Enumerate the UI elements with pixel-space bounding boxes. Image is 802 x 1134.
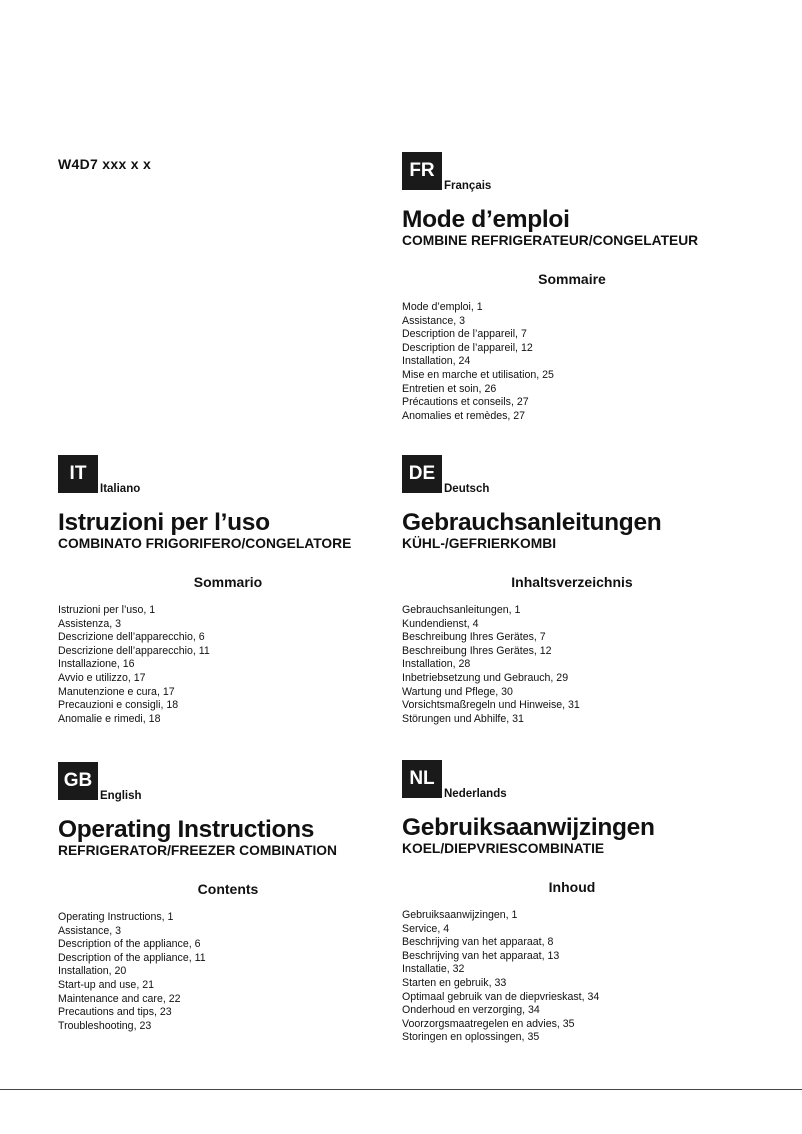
product-subtitle: COMBINATO FRIGORIFERO/CONGELATORE — [58, 536, 352, 551]
language-name: Nederlands — [444, 788, 507, 800]
toc-item: Gebruiksaanwijzingen, 1 — [402, 909, 518, 921]
toc-item: Avvio e utilizzo, 17 — [58, 671, 146, 684]
toc-item: Mise en marche et utilisation, 25 — [402, 368, 554, 381]
toc-list — [58, 911, 398, 1033]
language-header — [58, 762, 398, 802]
toc-item: Installation, 28 — [402, 658, 471, 671]
toc-item: Start-up and use, 21 — [58, 978, 154, 991]
toc-item: Descrizione dell’apparecchio, 11 — [58, 644, 210, 657]
language-code-badge: GB — [58, 762, 98, 800]
toc-item: Beschrijving van het apparaat, 8 — [402, 936, 554, 949]
toc-item: Optimaal gebruik van de diepvrieskast, 34 — [402, 990, 600, 1003]
product-subtitle: KÜHL-/GEFRIERKOMBI — [402, 536, 557, 551]
toc-item: Description de l’appareil, 7 — [402, 328, 527, 341]
toc-item: Assistenza, 3 — [58, 617, 122, 630]
manual-title: Gebruiksaanwijzingen — [402, 814, 655, 841]
toc-item: Beschreibung Ihres Gerätes, 7 — [402, 631, 546, 644]
toc-heading: Inhaltsverzeichnis — [511, 574, 633, 590]
product-subtitle: REFRIGERATOR/FREEZER COMBINATION — [58, 843, 338, 858]
toc-item: Inbetriebsetzung und Gebrauch, 29 — [402, 671, 569, 684]
toc-item: Storingen en oplossingen, 35 — [402, 1031, 540, 1044]
language-code-badge: NL — [402, 760, 442, 798]
toc-item: Entretien et soin, 26 — [402, 382, 497, 395]
language-name: Italiano — [100, 483, 141, 495]
section-fr — [402, 152, 742, 423]
language-name: Deutsch — [444, 483, 490, 495]
product-subtitle: COMBINE REFRIGERATEUR/CONGELATEUR — [402, 233, 699, 248]
toc-list — [402, 301, 742, 423]
manual-title: Mode d’emploi — [402, 206, 570, 233]
toc-item: Description of the appliance, 11 — [58, 951, 206, 964]
toc-list — [402, 604, 742, 726]
language-code-badge: IT — [58, 455, 98, 493]
toc-item: Störungen und Abhilfe, 31 — [402, 712, 524, 725]
toc-item: Mode d’emploi, 1 — [402, 301, 483, 313]
toc-item: Precautions and tips, 23 — [58, 1006, 172, 1019]
toc-heading: Contents — [197, 881, 259, 897]
toc-item: Précautions et conseils, 27 — [402, 396, 529, 409]
language-code-badge: DE — [402, 455, 442, 493]
product-subtitle: KOEL/DIEPVRIESCOMBINATIE — [402, 841, 605, 856]
toc-item: Installazione, 16 — [58, 658, 135, 671]
toc-item: Vorsichtsmaßregeln und Hinweise, 31 — [402, 699, 580, 712]
section-it — [58, 455, 398, 726]
toc-item: Descrizione dell’apparecchio, 6 — [58, 631, 205, 644]
toc-item: Assistance, 3 — [402, 314, 466, 327]
bottom-divider — [0, 1089, 802, 1090]
toc-item: Installatie, 32 — [402, 963, 465, 976]
toc-item: Service, 4 — [402, 922, 450, 935]
language-header — [58, 455, 398, 495]
toc-item: Anomalie e rimedi, 18 — [58, 712, 161, 725]
section-nl — [402, 760, 742, 1045]
language-name: English — [100, 790, 142, 802]
toc-item: Manutenzione e cura, 17 — [58, 685, 175, 698]
language-name: Français — [444, 180, 492, 192]
toc-item: Operating Instructions, 1 — [58, 911, 174, 923]
toc-item: Installation, 24 — [402, 355, 471, 368]
toc-heading: Sommaire — [538, 271, 606, 287]
toc-item: Beschrijving van het apparaat, 13 — [402, 949, 560, 962]
toc-item: Assistance, 3 — [58, 924, 122, 937]
language-header — [402, 760, 742, 800]
language-code-badge: FR — [402, 152, 442, 190]
toc-item: Voorzorgsmaatregelen en advies, 35 — [402, 1017, 575, 1030]
toc-item: Istruzioni per l’uso, 1 — [58, 604, 156, 616]
toc-item: Precauzioni e consigli, 18 — [58, 699, 179, 712]
section-de — [402, 455, 742, 726]
toc-list — [58, 604, 398, 726]
toc-item: Troubleshooting, 23 — [58, 1019, 152, 1032]
toc-item: Kundendienst, 4 — [402, 617, 479, 630]
toc-item: Gebrauchsanleitungen, 1 — [402, 604, 521, 616]
toc-item: Anomalies et remèdes, 27 — [402, 409, 526, 422]
toc-heading: Sommario — [193, 574, 263, 590]
toc-item: Maintenance and care, 22 — [58, 992, 181, 1005]
toc-item: Starten en gebruik, 33 — [402, 976, 507, 989]
toc-item: Onderhoud en verzorging, 34 — [402, 1004, 540, 1017]
toc-item: Wartung und Pflege, 30 — [402, 685, 513, 698]
toc-item: Installation, 20 — [58, 965, 127, 978]
toc-heading: Inhoud — [548, 879, 596, 895]
manual-title: Operating Instructions — [58, 816, 315, 843]
language-header — [402, 152, 742, 192]
toc-list — [402, 909, 742, 1045]
section-gb — [58, 762, 398, 1033]
toc-item: Description de l’appareil, 12 — [402, 341, 533, 354]
model-number: W4D7 xxx x x — [58, 156, 152, 172]
toc-item: Description of the appliance, 6 — [58, 938, 201, 951]
manual-title: Gebrauchsanleitungen — [402, 509, 662, 536]
language-header — [402, 455, 742, 495]
toc-item: Beschreibung Ihres Gerätes, 12 — [402, 644, 552, 657]
manual-title: Istruzioni per l’uso — [58, 509, 270, 536]
